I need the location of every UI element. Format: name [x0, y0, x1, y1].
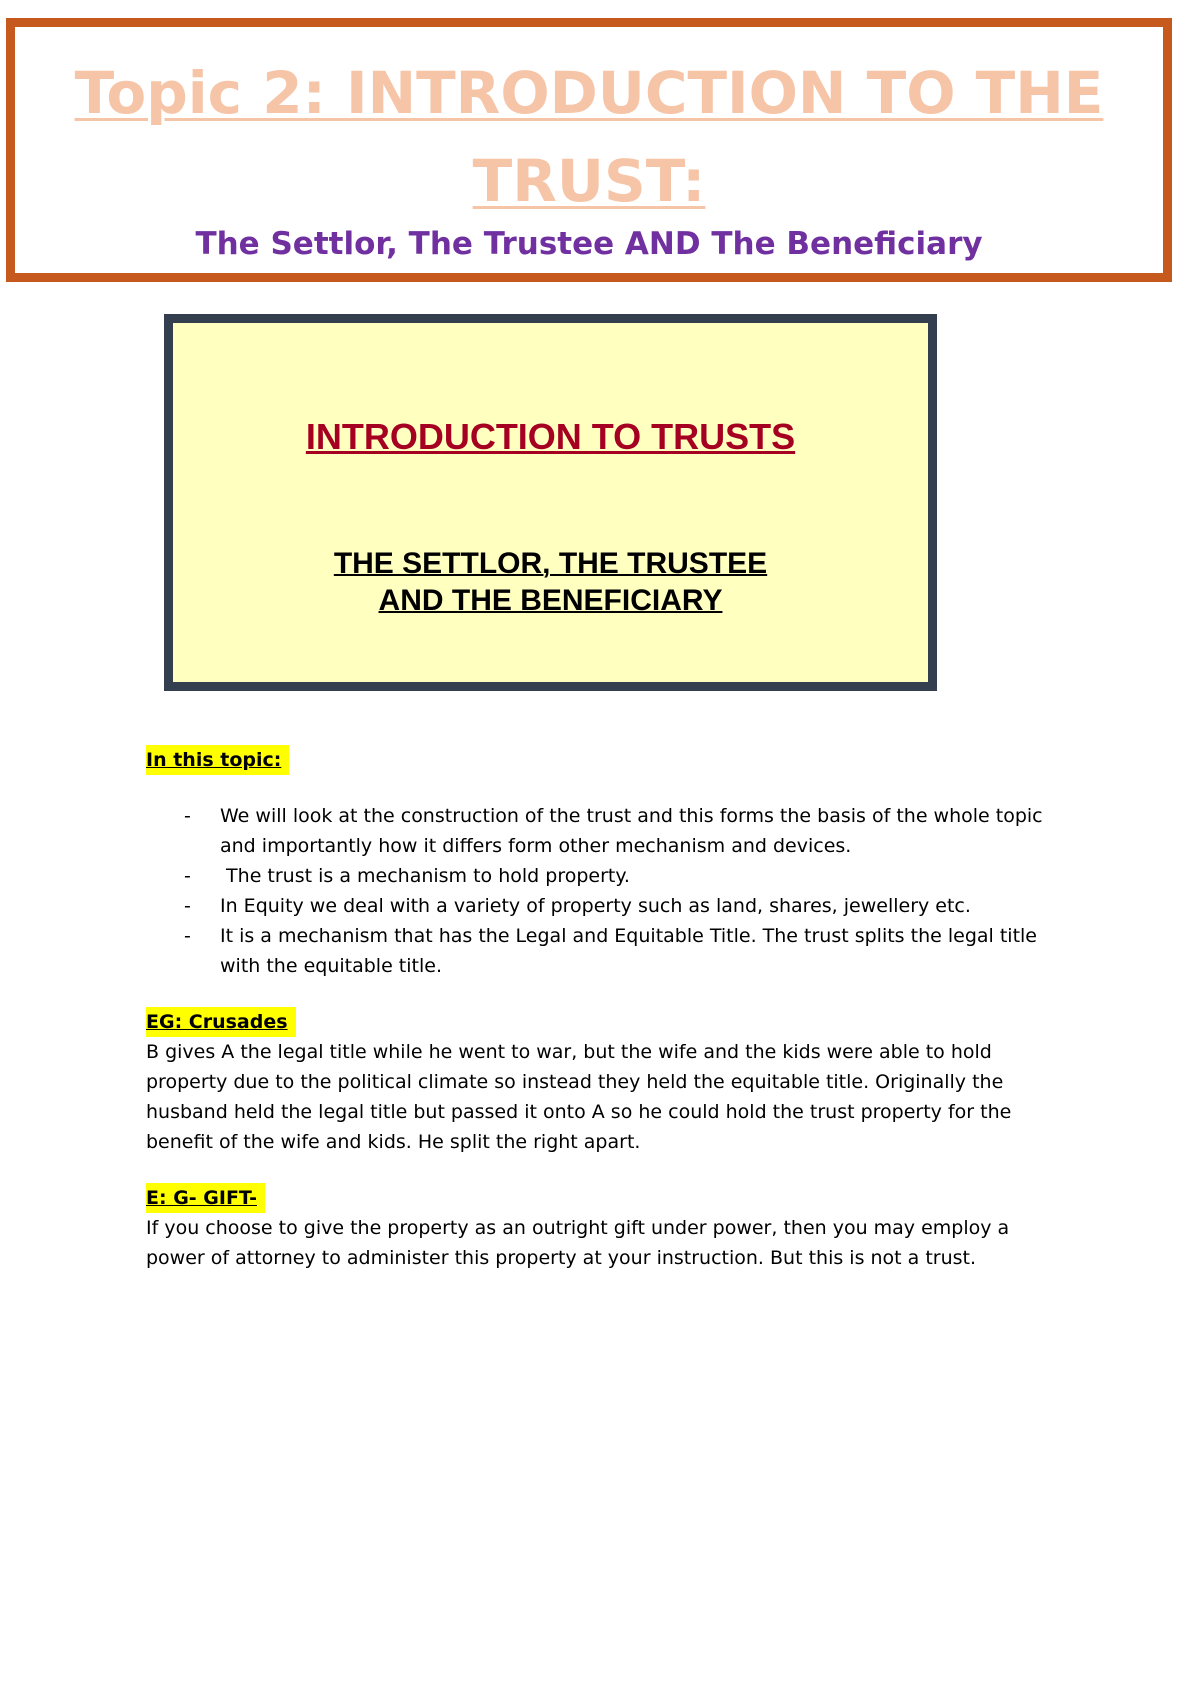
list-item: [146, 921, 1066, 981]
title-box: [6, 18, 1172, 282]
in-this-topic-heading: In this topic:: [146, 745, 289, 775]
main-content: [146, 745, 1066, 1273]
list-item-text: We will look at the construction of the trust and this forms the basis of the whole topic and importantly how it differs form other mechanism and devices.: [220, 805, 1043, 857]
list-item-text: In Equity we deal with a variety of property such as land, shares, jewellery etc.: [220, 895, 971, 917]
slide-subtitle-line-1: THE SETTLOR, THE TRUSTEE: [333, 547, 768, 580]
topic-bullet-list: [146, 801, 1066, 981]
gift-example-text: If you choose to give the property as an outright gift under power, then you may employ a power of attorney to administer this property at your instruction. But this is not a trust.: [146, 1217, 1010, 1269]
dash-bullet-icon: -: [184, 925, 191, 947]
dash-bullet-icon: -: [184, 805, 191, 827]
list-item: [146, 891, 1066, 921]
slide-subtitle-line-2: AND THE BENEFICIARY: [378, 584, 723, 617]
crusades-example-text: B gives A the legal title while he went to war, but the wife and the kids were able to hold property due to the political climate so instead they held the equitable title. Originally the husband held the legal title but passed it onto A so he could hold the trust property for the benefit of the wife and kids. He split the right apart.: [146, 1041, 1012, 1153]
list-item-text: It is a mechanism that has the Legal and Equitable Title. The trust splits the legal title with the equitable title.: [220, 925, 1037, 977]
dash-bullet-icon: -: [184, 865, 191, 887]
list-item: [146, 801, 1066, 861]
list-item: [146, 861, 1066, 891]
dash-bullet-icon: -: [184, 895, 191, 917]
page-title: Topic 2: INTRODUCTION TO THE TRUST:: [74, 59, 1104, 215]
list-item-text: The trust is a mechanism to hold property.: [220, 865, 630, 887]
crusades-example-section: [146, 1007, 1066, 1157]
gift-example-heading: E: G- GIFT-: [146, 1183, 265, 1213]
gift-example-section: [146, 1183, 1066, 1273]
page-subtitle: The Settlor, The Trustee AND The Beneficiary: [195, 226, 983, 262]
crusades-example-heading: EG: Crusades: [146, 1007, 296, 1037]
slide-image: [164, 314, 937, 691]
in-this-topic-section: [146, 745, 1066, 981]
slide-subtitle: [231, 545, 871, 619]
slide-title: INTRODUCTION TO TRUSTS: [305, 416, 796, 457]
